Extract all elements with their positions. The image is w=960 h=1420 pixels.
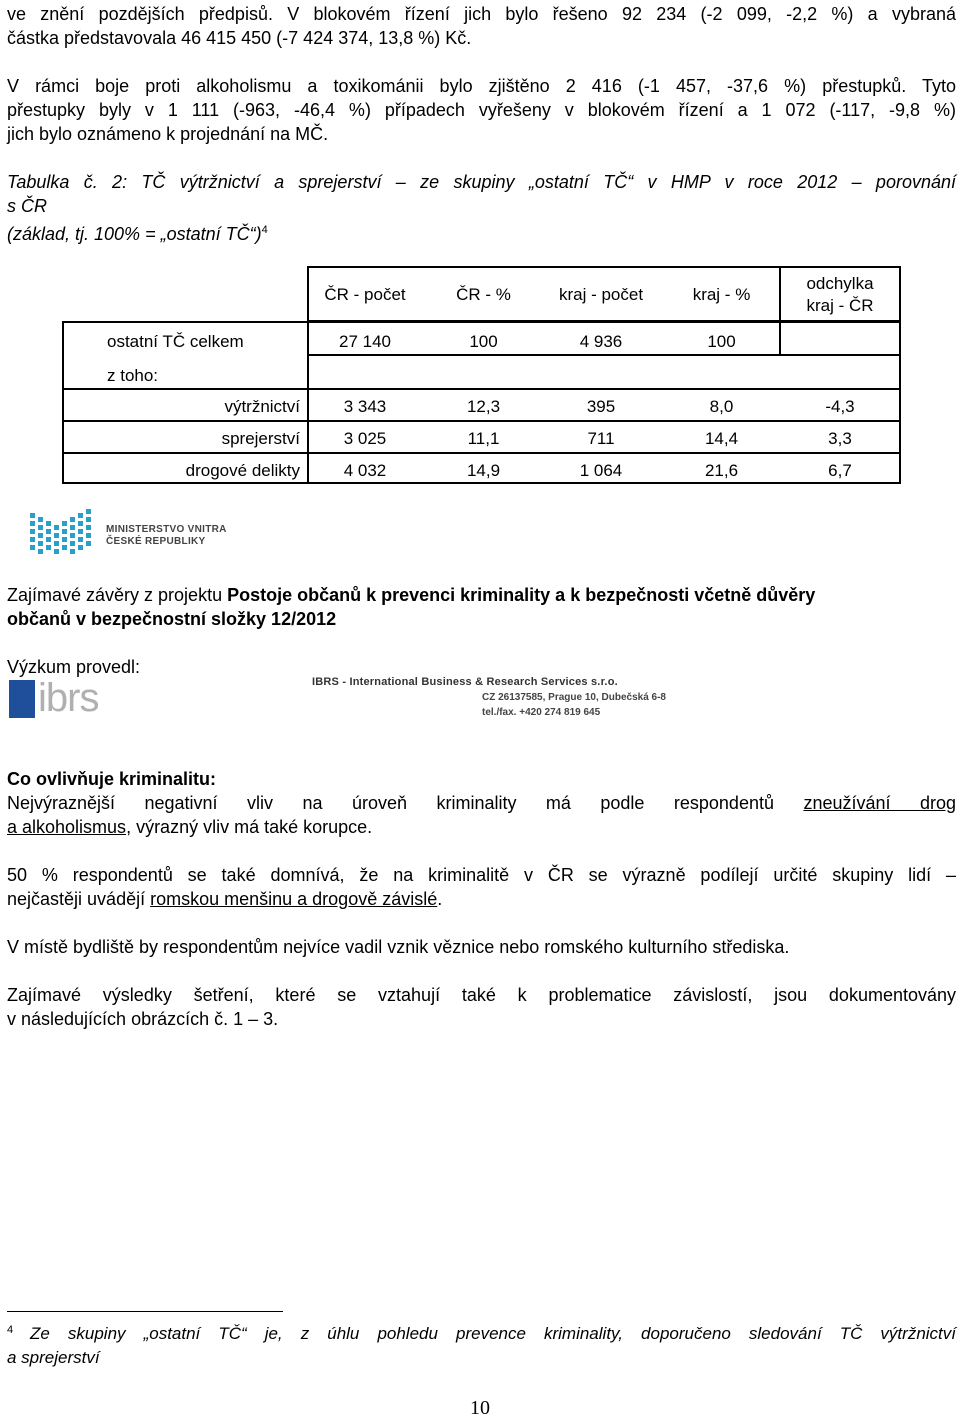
paragraph-line: 50 % respondentů se také domnívá, že na kriminalitě v ČR se výrazně podílejí určité skupiny lidí – [7,865,956,885]
paragraph-line: jich bylo oznámeno k projednání na MČ. [7,124,329,144]
ibrs-logo-icon [9,680,35,718]
section-heading: Co ovlivňuje kriminalitu: [7,769,217,789]
row-label: z toho: [107,366,159,385]
column-header: kraj - ČR [806,296,874,315]
table-cell: 395 [586,397,616,416]
table-caption: s ČR [7,196,47,216]
footnote-separator [7,1311,283,1312]
column-header: kraj - % [692,285,751,304]
table-cell: 21,6 [704,461,739,480]
column-header: kraj - počet [558,285,644,304]
ibrs-company-phone: tel./fax. +420 274 819 645 [482,707,601,718]
column-header: ČR - počet [324,285,406,304]
ibrs-company-address: CZ 26137585, Prague 10, Dubečská 6-8 [482,692,666,703]
table-cell: 1 064 [579,461,623,480]
table-cell: 3 025 [343,429,387,448]
paragraph-line: V rámci boje proti alkoholismu a toxikománii bylo zjištěno 2 416 (-1 457, -37,6 %) přestupků. Tyto [7,76,956,96]
row-label: drogové delikty [185,461,300,480]
table-cell: 6,7 [828,461,852,480]
paragraph-line: nejčastěji uvádějí romskou menšinu a drogově závislé. [7,889,443,909]
table-cell: -4,3 [825,397,855,416]
research-by-label: Výzkum provedl: [7,657,141,677]
page-number: 10 [470,1397,490,1419]
table-cell: 11,1 [467,429,500,448]
ibrs-logo-word: ibrs [38,676,99,720]
paragraph-line: přestupky byly v 1 111 (-963, -46,4 %) případech vyřešeny v blokovém řízení a 1 072 (-117, -9,8 %) [7,100,956,120]
column-header: odchylka [806,274,874,293]
table-cell: 100 [469,332,498,351]
table-caption: Tabulka č. 2: TČ výtržnictví a sprejerství – ze skupiny „ostatní TČ“ v HMP v roce 2012 – porovnání [7,172,956,192]
row-label: výtržnictví [224,397,300,416]
paragraph-line: ve znění pozdějších předpisů. V blokovém řízení jich bylo řešeno 92 234 (-2 099, -2,2 %) a vybraná [7,4,956,24]
table-cell: 12,3 [466,397,501,416]
paragraph-line: v následujících obrázcích č. 1 – 3. [7,1009,279,1029]
table-cell: 27 140 [339,332,391,351]
column-header: ČR - % [456,285,511,304]
row-label: ostatní TČ celkem [107,332,244,351]
table-cell: 100 [707,332,736,351]
table-cell: 14,9 [466,461,501,480]
table-caption: (základ, tj. 100% = „ostatní TČ“)$^4$ [7,224,268,244]
project-heading: občanů v bezpečnostní složky 12/2012 [7,609,337,629]
paragraph-line: a alkoholismus, výrazný vliv má také korupce. [7,817,373,837]
paragraph-line: Nejvýraznější negativní vliv na úroveň kriminality má podle respondentů zneužívání drog [7,793,956,813]
table-cell: 711 [587,429,615,448]
footnote-text: a sprejerství [7,1348,100,1367]
paragraph-line: částka představovala 46 415 450 (-7 424 374, 13,8 %) Kč. [7,28,472,48]
project-heading: Zajímavé závěry z projektu Postoje občanů k prevenci kriminality a k bezpečnosti včetně důvěry [7,585,816,605]
footnote-number: 4 [7,1324,14,1336]
table-cell: 14,4 [704,429,739,448]
row-label: sprejerství [221,429,300,448]
table-cell: 3,3 [828,429,852,448]
paragraph-line: Zajímavé výsledky šetření, které se vztahují také k problematice závislostí, jsou dokumentovány [7,985,956,1005]
footnote-text: Ze skupiny „ostatní TČ“ je, z úhlu pohledu prevence kriminality, doporučeno sledování TČ výtržnictví [30,1324,956,1343]
paragraph-line: V místě bydliště by respondentům nejvíce vadil vznik věznice nebo romského kulturního střediska. [7,937,790,957]
table-cell: 4 936 [579,332,623,351]
table-cell: 4 032 [343,461,387,480]
table-cell: 8,0 [709,397,734,416]
ibrs-company-name: IBRS - International Business & Research Services s.r.o. [312,676,618,688]
ministry-logo-icon [30,509,94,557]
ministry-logo-text: MINISTERSTVO VNITRA ČESKÉ REPUBLIKY [106,524,227,547]
table-cell: 3 343 [343,397,387,416]
